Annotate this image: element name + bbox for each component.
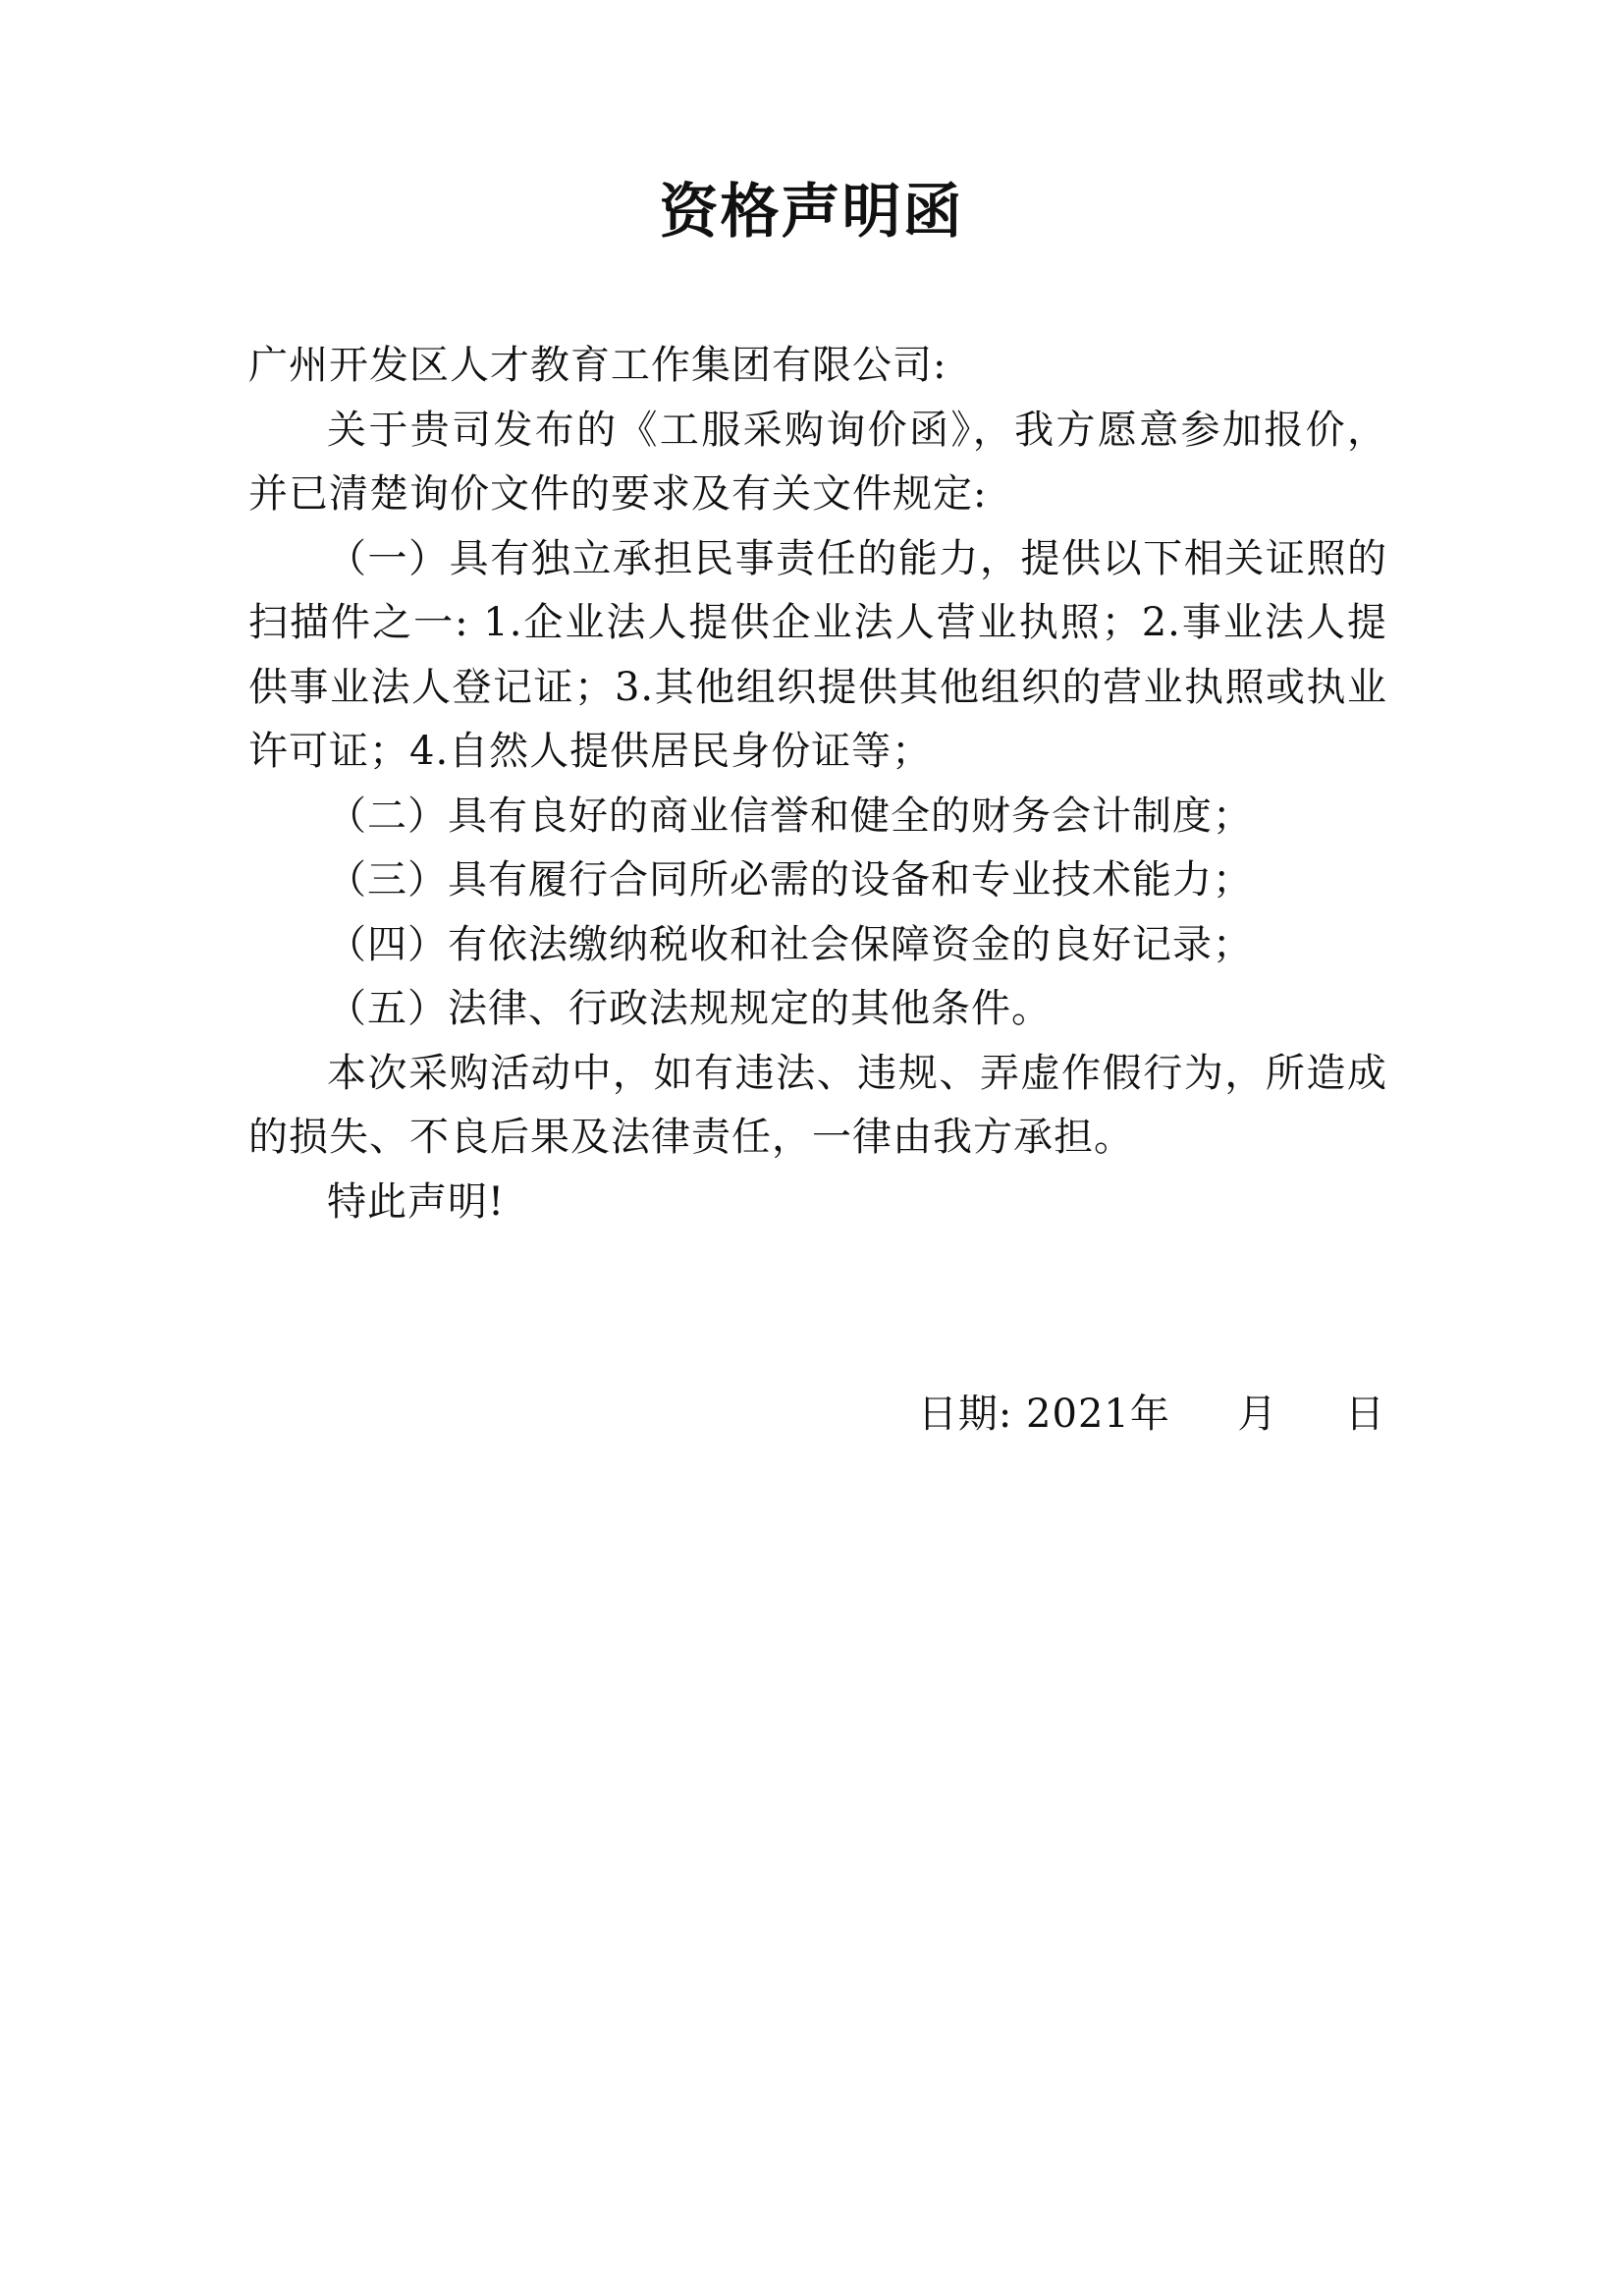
qualification-item-1: （一）具有独立承担民事责任的能力，提供以下相关证照的扫描件之一: 1.企业法人提供企业法人营业执照；2.事业法人提供事业法人登记证；3.其他组织提供其他组织的营业执照或执业许可证；4.自然人提供居民身份证等； <box>248 535 1387 774</box>
qualification-item-4: （四）有依法缴纳税收和社会保障资金的良好记录； <box>327 921 1253 967</box>
closing-statement: 特此声明! <box>327 1178 506 1225</box>
qualification-item-5: （五）法律、行政法规规定的其他条件。 <box>327 986 1052 1031</box>
commitment-paragraph: 本次采购活动中，如有违法、违规、弄虚作假行为，所造成的损失、不良后果及法律责任，一律由我方承担。 <box>248 1050 1387 1160</box>
addressee: 广州开发区人才教育工作集团有限公司: <box>248 343 947 388</box>
intro-paragraph: 关于贵司发布的《工服采购询价函》，我方愿意参加报价，并已清楚询价文件的要求及有关文件规定: <box>248 407 1387 517</box>
qualification-item-3: （三）具有履行合同所必需的设备和专业技术能力； <box>327 857 1253 902</box>
document-title: 资格声明函 <box>659 178 964 246</box>
date-line: 日期: 2021年 月 日 <box>917 1392 1385 1437</box>
qualification-item-2: （二）具有良好的商业信誉和健全的财务会计制度； <box>327 793 1253 839</box>
document-body <box>248 334 1387 1234</box>
